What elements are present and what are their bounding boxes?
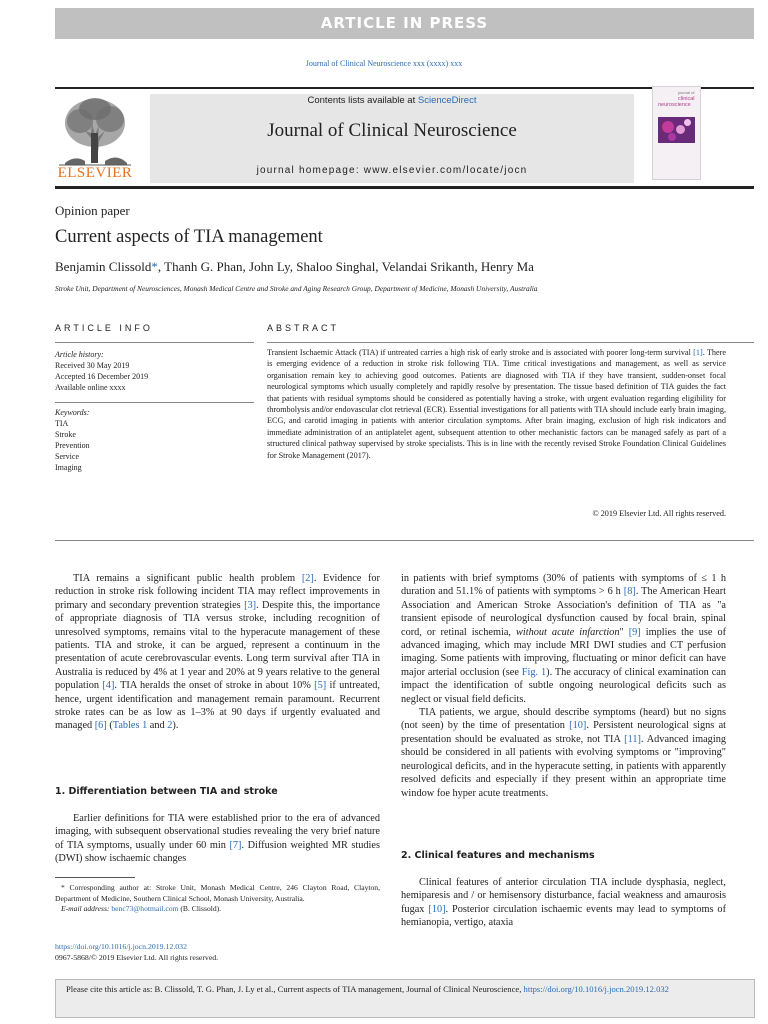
email-label: E-mail address:: [61, 904, 110, 914]
article-in-press-banner: ARTICLE IN PRESS: [55, 8, 754, 39]
cite-this-article-box: [55, 979, 755, 1018]
table-link[interactable]: Tables 1: [112, 720, 148, 732]
cite-doi-link[interactable]: https://doi.org/10.1016/j.jocn.2019.12.032: [523, 984, 669, 994]
journal-reference-link[interactable]: Journal of Clinical Neuroscience xxx (xxxx) xxx: [305, 59, 463, 68]
right-column-text: in patients with brief symptoms (30% of patients with symptoms of ≤ 1 h duration and 51.1% of patients with symptoms > 6 h [8]. The American Heart Association and American Stroke Association's definition of TIA as "a transient episode of neurological dysfunction caused by focal brain, spinal cord, or retinal ischemia, without acute infarction" [9] implies the use of advanced imaging, which may include MRI DWI studies and CT perfusion imaging. Some patients with improving, fluctuating or minor deficit can have major arterial occlusion (see Fig. 1). The accuracy of clinical examination can impact the identification of subtle ongoing neurological deficits such as neglect or visual field deficits. TIA patients, we argue, should describe symptoms (heard) but no signs (not seen) by the time of presentation [10]. Persistent neurological signs at presentation should be evaluated as stroke, not TIA [11]. Advanced imaging should be considered in all patients with evolving symptoms or "improving" neurological deficits, and in the hyperacute setting, in patients with apparently resolved deficits and especially if they present within an appropriate time window foe hyper acute treatments.: [401, 573, 727, 799]
left-column-para-2: Earlier definitions for TIA were established prior to the era of advanced imaging, with subsequent observational studies revealing the very brief nature of TIA symptoms, usually under 60 min [7]. Diffusion weighted MR studies (DWI) show ischaemic changes: [55, 813, 380, 865]
received-date: Received 30 May 2019: [55, 361, 130, 370]
corresponding-author-mark[interactable]: *: [151, 259, 158, 274]
citation-link[interactable]: [9]: [628, 626, 641, 638]
keywords-rule: [55, 402, 254, 403]
contents-available-line: [150, 95, 634, 106]
right-column-para-3: Clinical features of anterior circulation TIA include dysphasia, neglect, hemiparesis and / or hemisensory disturbance, facial weakness and amaurosis fugax [10]. Posterior circulation ischaemic events may lead to symptoms of hemianopia, vertigo, ataxia: [401, 877, 726, 929]
author-list: [55, 259, 534, 275]
history-label: Article history:: [55, 350, 104, 359]
article-type: Opinion paper: [55, 203, 130, 218]
keywords-block: [55, 407, 90, 473]
journal-title: Journal of Clinical Neuroscience: [267, 120, 517, 141]
keywords-label: Keywords:: [55, 408, 90, 417]
corresponding-note: * Corresponding author at: Stroke Unit, Monash Medical Centre, 246 Clayton Road, Clayton, Department of Medicine, Southern Clinical School, Monash University, Australia.: [55, 883, 380, 903]
article-info-heading: ARTICLE INFO: [55, 323, 153, 333]
keyword: Imaging: [55, 463, 82, 472]
article-title: Current aspects of TIA management: [55, 227, 323, 247]
citation-link[interactable]: [1]: [693, 348, 703, 357]
keyword: Prevention: [55, 441, 90, 450]
keyword: TIA: [55, 419, 69, 428]
online-date: Available online xxxx: [55, 383, 126, 392]
sciencedirect-link[interactable]: ScienceDirect: [417, 95, 477, 106]
affiliation: Stroke Unit, Department of Neurosciences, Monash Medical Centre and Stroke and Aging Research Group, Department of Medicine, Monash University, Australia: [55, 284, 538, 293]
citation-link[interactable]: [2]: [301, 573, 314, 584]
cover-title: journal of clinical neuroscience: [658, 90, 695, 108]
accepted-date: Accepted 16 December 2019: [55, 372, 149, 381]
journal-masthead: [150, 94, 634, 183]
keyword: Service: [55, 452, 79, 461]
table-link[interactable]: 2: [167, 720, 173, 732]
abstract-rule: [267, 342, 754, 343]
elsevier-wordmark: ELSEVIER: [57, 165, 133, 181]
article-history: [55, 349, 148, 393]
article-info-rule: [55, 342, 254, 343]
citation-link[interactable]: [4]: [102, 680, 115, 692]
author-first[interactable]: Benjamin Clissold: [55, 259, 152, 274]
citation-link[interactable]: [7]: [229, 839, 242, 851]
citation-link[interactable]: [5]: [314, 680, 327, 692]
journal-homepage-link[interactable]: journal homepage: www.elsevier.com/locate/jocn: [256, 165, 528, 176]
citation-link[interactable]: [3]: [244, 599, 257, 611]
masthead-top-rule: [55, 87, 754, 89]
keyword: Stroke: [55, 430, 76, 439]
corresponding-author-footnote: * Corresponding author at: Stroke Unit, Monash Medical Centre, 246 Clayton Road, Clayton, Department of Medicine, Southern Clinical School, Monash University, Australia. E-mail address: benc73@hotmail.com (B. Clissold).: [55, 883, 380, 914]
doi-link[interactable]: https://doi.org/10.1016/j.jocn.2019.12.032: [55, 942, 187, 951]
author-others: , Thanh G. Phan, John Ly, Shaloo Singhal, Velandai Srikanth, Henry Ma: [157, 259, 534, 274]
citation-link[interactable]: [8]: [623, 586, 636, 598]
abstract-heading: ABSTRACT: [267, 323, 340, 333]
figure-link[interactable]: Fig. 1: [521, 666, 547, 678]
abstract-copyright: © 2019 Elsevier Ltd. All rights reserved.: [592, 509, 726, 518]
doi-block: [55, 941, 218, 963]
citation-link[interactable]: [6]: [94, 720, 107, 732]
cite-text: Please cite this article as: B. Clissold, T. G. Phan, J. Ly et al., Current aspects of TIA management, Journal of Clinical Neuroscience,: [66, 984, 524, 994]
citation-link[interactable]: [10]: [428, 903, 446, 915]
issn-line: 0967-5868/© 2019 Elsevier Ltd. All rights reserved.: [55, 953, 219, 962]
section-2-heading: 2. Clinical features and mechanisms: [401, 850, 595, 861]
masthead-bottom-rule: [55, 186, 754, 189]
citation-link[interactable]: [10]: [569, 720, 587, 732]
front-matter-rule: [55, 540, 754, 541]
section-1-heading: 1. Differentiation between TIA and stroke: [55, 786, 278, 797]
abstract-body: Transient Ischaemic Attack (TIA) if untreated carries a high risk of early stroke and is associated with poorer long-term survival [1]. There is emerging evidence of a reduction in stroke risk following TIA. Time critical investigations and management, as well as service organisation remain key to achieving good outcomes. Patients are diagnosed with TIA if they have transient, sudden-onset focal neurological symptoms which usually completely and rapidly resolve by presentation. The tissue based definition of TIA guides the fact that patients with residual symptoms should be considered as potentially having a stroke, with urgent evaluation regarding eligibility for thrombolysis and/or endovascular clot retrieval (ECR). Essential investigations for all patients with TIA should include early brain imaging, ECG, and carotid imaging in patients with anterior circulation symptoms. After brain imaging, exclusion of high risk indicators and immediate administration of an antiplatelet agent, subsequent attention to other mechanistic factors can be managed safely as part of a structured clinical pathway supervised by stroke specialists. This is in line with the recently revised Stroke Foundation Clinical Guidelines for Stroke Management (2017).: [267, 348, 726, 460]
left-column-para-1: TIA remains a significant public health problem [2]. Evidence for reduction in stroke risk following incident TIA may reflect improvements in primary and secondary prevention strategies [3]. Despite this, the importance of appropriate diagnosis of TIA versus stroke, including recognition of unresolved symptoms, remains vital to the hyperacute management of these patients. TIA and stroke, it can be argued, represent a continuum in the presentation of acute cerebrovascular events. Long term survival after TIA in Australia is reduced by 4% at 1 year and 20% at 9 years relative to the general population [4]. TIA heralds the onset of stroke in about 10% [5] if untreated, hence, urgent identification and management remain paramount. Recurrent stroke rates can be as low as 1–3% at 90 days if urgently evaluated and managed [6] (Tables 1 and 2).: [55, 573, 380, 732]
cover-artwork: [658, 117, 695, 143]
author-email-link[interactable]: benc73@hotmail.com: [111, 904, 179, 914]
journal-cover-thumbnail[interactable]: [652, 86, 701, 180]
contents-prefix: Contents lists available at: [307, 95, 416, 106]
footnote-rule: [55, 877, 135, 878]
citation-link[interactable]: [11]: [624, 733, 641, 745]
